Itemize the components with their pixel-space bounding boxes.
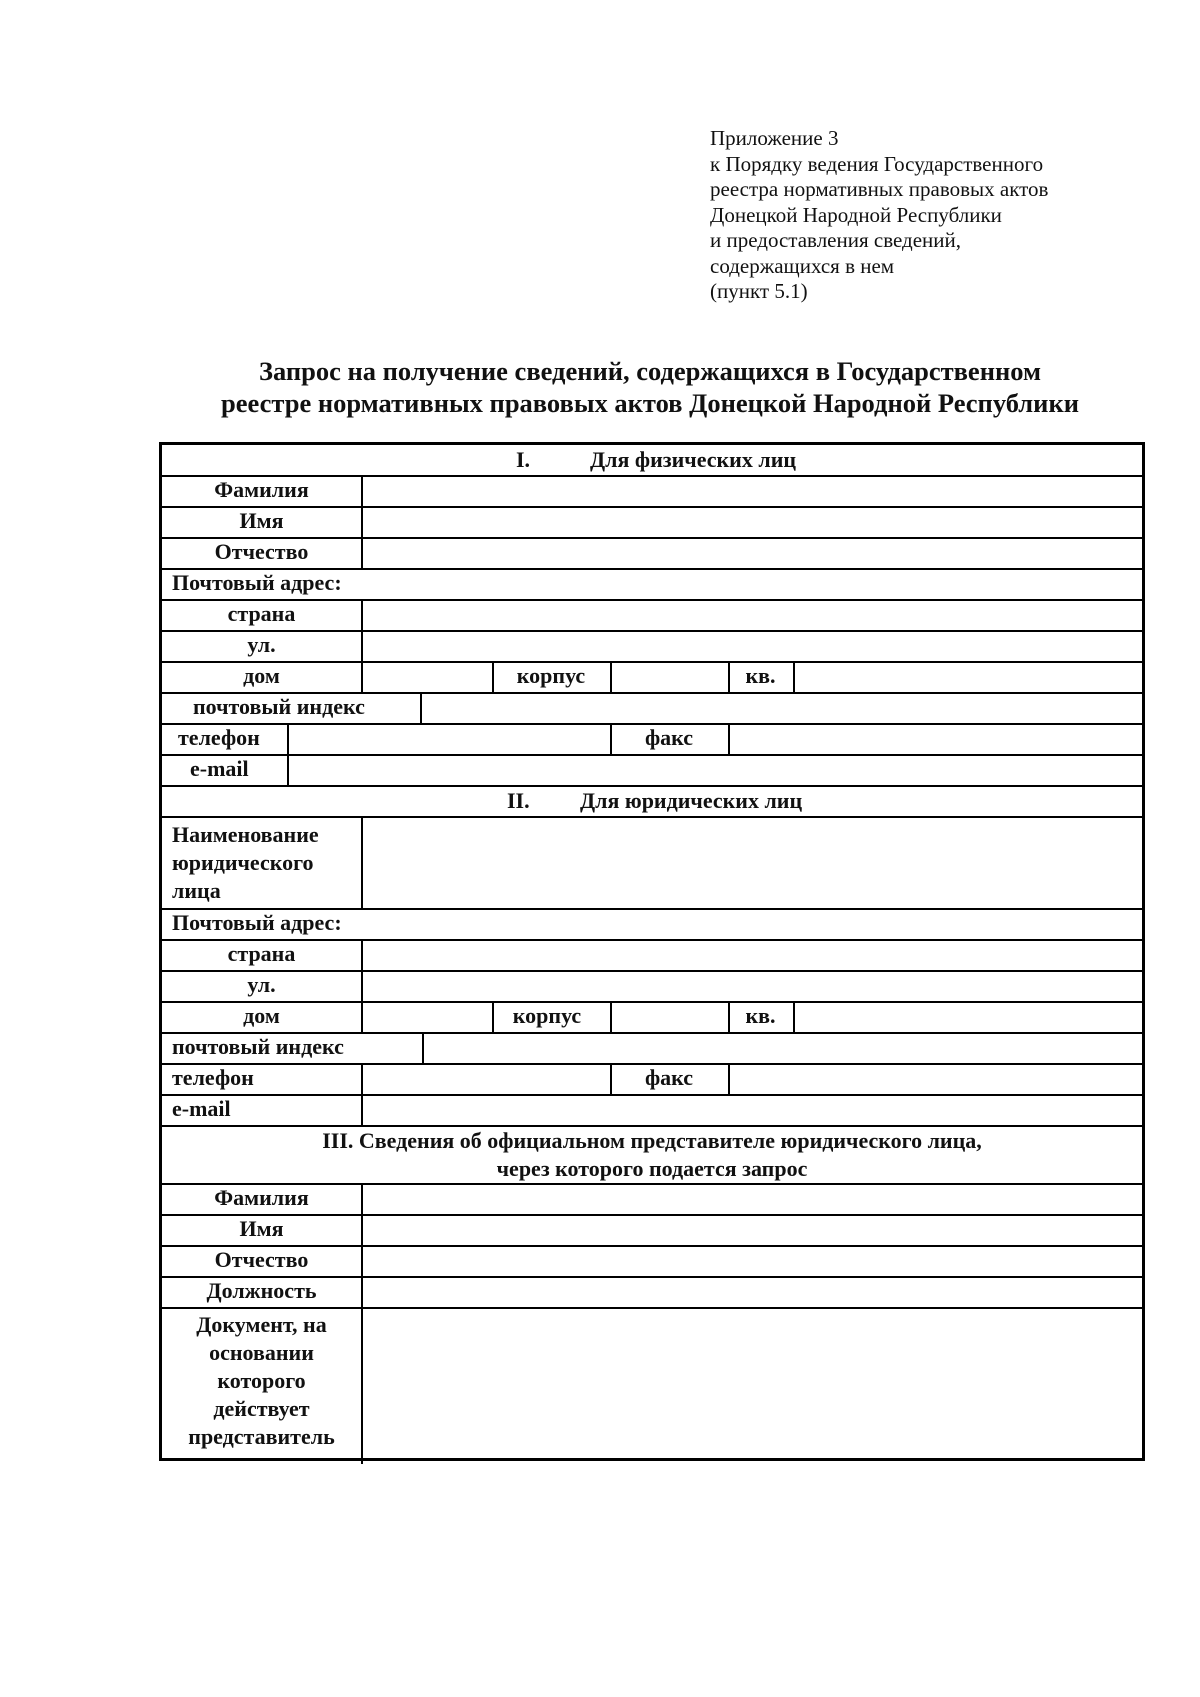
request-form-table bbox=[159, 442, 1145, 1461]
legal-house-label: дом bbox=[243, 1003, 280, 1028]
rep-surname-label: Фамилия bbox=[214, 1185, 309, 1210]
annex-reference bbox=[710, 126, 1048, 305]
name-field[interactable] bbox=[363, 507, 1142, 537]
fax-label: факс bbox=[644, 725, 694, 750]
rep-document-field[interactable] bbox=[363, 1308, 1142, 1458]
section-3-title-line-1: III. Сведения об официальном представителе юридического лица, bbox=[322, 1128, 982, 1153]
country-label: страна bbox=[227, 601, 296, 626]
annex-line: и предоставления сведений, bbox=[710, 228, 962, 252]
legal-phone-field[interactable] bbox=[363, 1064, 610, 1094]
street-field[interactable] bbox=[363, 631, 1142, 661]
building-label: корпус bbox=[516, 663, 586, 688]
legal-fax-field[interactable] bbox=[730, 1064, 1142, 1094]
title-line-1: Запрос на получение сведений, содержащихся в Государственном bbox=[258, 356, 1042, 386]
section-1-number: I. bbox=[516, 447, 531, 472]
apartment-field[interactable] bbox=[795, 662, 1142, 692]
section-1-title: Для физических лиц bbox=[590, 447, 797, 472]
patronymic-field[interactable] bbox=[363, 538, 1142, 568]
email-field[interactable] bbox=[289, 755, 1142, 785]
email-label: e-mail bbox=[190, 756, 249, 781]
legal-building-field[interactable] bbox=[612, 1002, 728, 1032]
section-3-header bbox=[162, 1127, 1142, 1183]
legal-street-field[interactable] bbox=[363, 971, 1142, 1001]
house-field[interactable] bbox=[363, 662, 492, 692]
section-3-title-line-2: через которого подается запрос bbox=[496, 1156, 808, 1181]
legal-street-label: ул. bbox=[247, 972, 276, 997]
rep-name-field[interactable] bbox=[363, 1215, 1142, 1245]
apartment-label: кв. bbox=[745, 663, 776, 688]
legal-country-label: страна bbox=[227, 941, 296, 966]
building-field[interactable] bbox=[612, 662, 728, 692]
legal-email-label: e-mail bbox=[172, 1096, 231, 1121]
legal-fax-label: факс bbox=[644, 1065, 694, 1090]
annex-line: (пункт 5.1) bbox=[710, 279, 808, 303]
street-label: ул. bbox=[247, 632, 276, 657]
postal-address-heading: Почтовый адрес: bbox=[172, 570, 342, 595]
legal-phone-label: телефон bbox=[172, 1065, 254, 1090]
entity-name-label: Наименование юридического лица bbox=[172, 822, 319, 903]
legal-apartment-field[interactable] bbox=[795, 1002, 1142, 1032]
surname-label: Фамилия bbox=[214, 477, 309, 502]
rep-patronymic-label: Отчество bbox=[214, 1247, 309, 1272]
annex-line: содержащихся в нем bbox=[710, 253, 895, 278]
fax-field[interactable] bbox=[730, 724, 1142, 754]
house-label: дом bbox=[243, 663, 280, 688]
rep-name-label: Имя bbox=[239, 1216, 284, 1241]
section-2-number: II. bbox=[507, 788, 530, 813]
rep-document-label: Документ, на основании которого действует представитель bbox=[188, 1312, 335, 1449]
entity-name-field[interactable] bbox=[363, 817, 1142, 908]
legal-email-field[interactable] bbox=[363, 1095, 1142, 1125]
document-title bbox=[120, 355, 1180, 419]
section-1-header bbox=[162, 445, 1142, 475]
section-2-title: Для юридических лиц bbox=[580, 788, 803, 813]
name-label: Имя bbox=[239, 508, 284, 533]
legal-postal-code-label: почтовый индекс bbox=[172, 1034, 344, 1059]
rep-patronymic-field[interactable] bbox=[363, 1246, 1142, 1276]
title-line-2: реестре нормативных правовых актов Донецкой Народной Республики bbox=[221, 388, 1079, 418]
legal-house-field[interactable] bbox=[363, 1002, 492, 1032]
country-field[interactable] bbox=[363, 600, 1142, 630]
annex-line: Приложение 3 bbox=[710, 126, 839, 150]
postal-code-label: почтовый индекс bbox=[193, 694, 365, 719]
rep-position-label: Должность bbox=[206, 1278, 317, 1303]
patronymic-label: Отчество bbox=[214, 539, 309, 564]
annex-line: Донецкой Народной Республики bbox=[710, 202, 1002, 227]
phone-field[interactable] bbox=[289, 724, 610, 754]
legal-postal-address-heading: Почтовый адрес: bbox=[172, 910, 342, 935]
legal-country-field[interactable] bbox=[363, 940, 1142, 970]
rep-position-field[interactable] bbox=[363, 1277, 1142, 1307]
phone-label: телефон bbox=[178, 725, 260, 750]
annex-line: к Порядку ведения Государственного bbox=[710, 151, 1044, 176]
postal-code-field[interactable] bbox=[422, 693, 1142, 723]
surname-field[interactable] bbox=[363, 476, 1142, 506]
legal-postal-code-field[interactable] bbox=[424, 1033, 1142, 1063]
annex-line: реестра нормативных правовых актов bbox=[710, 177, 1049, 201]
legal-building-label: корпус bbox=[512, 1003, 582, 1028]
section-2-header bbox=[162, 786, 1142, 816]
rep-surname-field[interactable] bbox=[363, 1184, 1142, 1214]
legal-apartment-label: кв. bbox=[745, 1003, 776, 1028]
